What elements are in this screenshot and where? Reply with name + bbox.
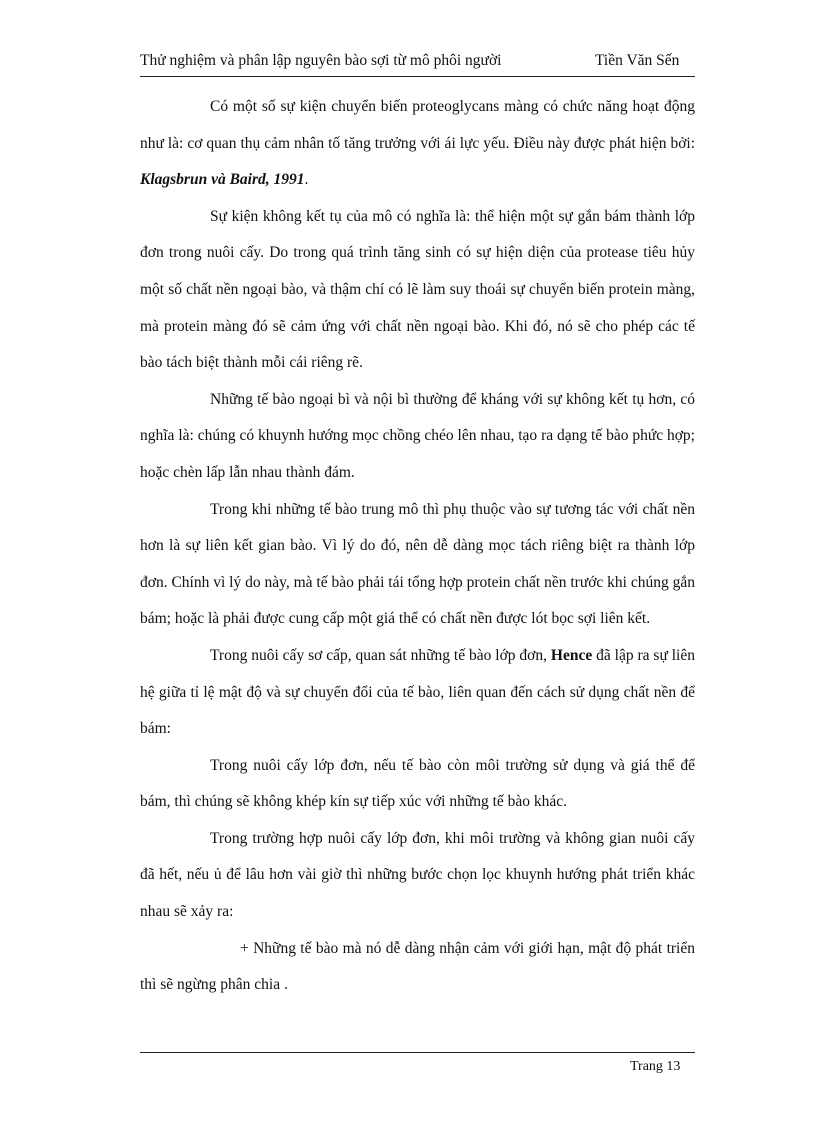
paragraph-1-text: Có một số sự kiện chuyển biến proteoglycans màng có chức năng hoạt động như là: cơ quan thụ cảm nhân tố tăng trưởng với ái lực yếu. Điều này được phát hiện bởi: — [140, 98, 695, 152]
paragraph-6: Trong nuôi cấy lớp đơn, nếu tế bào còn môi trường sử dụng và giá thể để bám, thì chúng sẽ không khép kín sự tiếp xúc với những tế bào khác. — [140, 756, 695, 811]
paragraph-1 — [140, 89, 695, 199]
paragraph-8: + Những tế bào mà nó dễ dàng nhận cảm với giới hạn, mật độ phát triển thì sẽ ngừng phân chia . — [140, 939, 695, 994]
header-author: Tiền Văn Sến — [595, 52, 680, 69]
page-number: Trang 13 — [630, 1059, 681, 1074]
author-name-bold: Hence — [550, 646, 593, 664]
header-title: Thử nghiệm và phân lập nguyên bào sợi từ mô phôi người — [140, 52, 502, 69]
paragraph-3: Những tế bào ngoại bì và nội bì thường để kháng với sự không kết tụ hơn, có nghĩa là: chúng có khuynh hướng mọc chồng chéo lên nhau, tạo ra dạng tế bào phức hợp; hoặc chèn lấp lẫn nhau thành đám. — [140, 390, 695, 481]
page-header — [140, 50, 695, 77]
paragraph-1-end: . — [304, 171, 309, 189]
paragraph-5-rest: đã lập ra sự liên hệ giữa tỉ lệ mật độ và sự chuyển đổi của tế bào, liên quan đến cách sử dụng chất nền để bám: — [140, 646, 695, 738]
paragraph-2: Sự kiện không kết tụ của mô có nghĩa là: thể hiện một sự gắn bám thành lớp đơn trong nuôi cấy. Do trong quá trình tăng sinh có sự hiện diện của protease tiêu hủy một số chất nền ngoại bào, và thậm chí có lẽ làm suy thoái sự chuyển biến protein màng, mà protein màng đó sẽ cảm ứng với chất nền ngoại bào. Khi đó, nó sẽ cho phép các tế bào tách biệt thành mỗi cái riêng rẽ. — [140, 207, 695, 372]
paragraph-7: Trong trường hợp nuôi cấy lớp đơn, khi môi trường và không gian nuôi cấy đã hết, nếu ủ để lâu hơn vài giờ thì những bước chọn lọc khuynh hướng phát triển khác nhau sẽ xảy ra: — [140, 829, 695, 921]
citation: Klagsbrun và Baird, 1991 — [140, 171, 305, 189]
paragraph-4: Trong khi những tế bào trung mô thì phụ thuộc vào sự tương tác với chất nền hơn là sự liên kết gian bào. Vì lý do đó, nên dễ dàng mọc tách riêng biệt ra thành lớp đơn. Chính vì lý do này, mà tế bào phải tái tổng hợp protein chất nền trước khi chúng gắn bám; hoặc là phải được cung cấp một giá thể có chất nền được lót bọc sợi liên kết. — [140, 500, 695, 628]
paragraph-5-text: Trong nuôi cấy sơ cấp, quan sát những tế bào lớp đơn, — [210, 646, 551, 664]
page-body — [140, 89, 695, 1004]
paragraph-5 — [140, 638, 695, 748]
footer-divider — [140, 1052, 695, 1053]
